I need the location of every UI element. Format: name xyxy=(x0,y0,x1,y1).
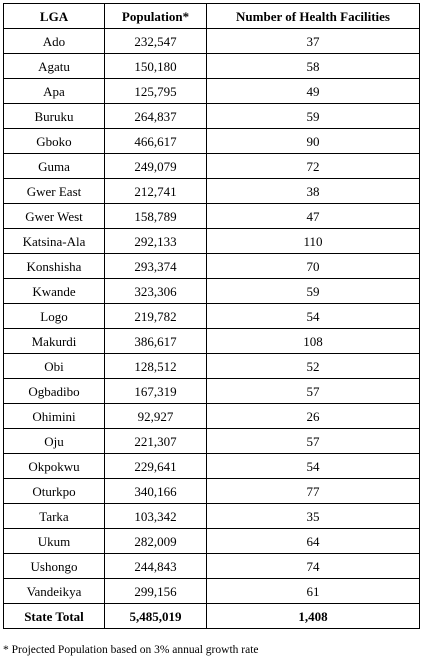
table-row xyxy=(4,379,420,404)
cell-health-facilities: 58 xyxy=(207,54,420,79)
cell-population: 92,927 xyxy=(105,404,207,429)
table-row xyxy=(4,354,420,379)
cell-population: 158,789 xyxy=(105,204,207,229)
table-row xyxy=(4,179,420,204)
cell-population: 264,837 xyxy=(105,104,207,129)
cell-population: 229,641 xyxy=(105,454,207,479)
table-row xyxy=(4,79,420,104)
cell-population: 212,741 xyxy=(105,179,207,204)
table-row xyxy=(4,29,420,54)
cell-population: 103,342 xyxy=(105,504,207,529)
header-population: Population* xyxy=(105,4,207,29)
cell-lga: Gboko xyxy=(4,129,105,154)
cell-population: 221,307 xyxy=(105,429,207,454)
cell-health-facilities: 61 xyxy=(207,579,420,604)
cell-population: 249,079 xyxy=(105,154,207,179)
cell-lga: Okpokwu xyxy=(4,454,105,479)
cell-lga: Konshisha xyxy=(4,254,105,279)
cell-health-facilities: 77 xyxy=(207,479,420,504)
table-row xyxy=(4,104,420,129)
table-row xyxy=(4,479,420,504)
cell-lga: Obi xyxy=(4,354,105,379)
total-label: State Total xyxy=(4,604,105,629)
header-row xyxy=(4,4,420,29)
cell-population: 244,843 xyxy=(105,554,207,579)
table-row xyxy=(4,529,420,554)
cell-health-facilities: 90 xyxy=(207,129,420,154)
cell-health-facilities: 70 xyxy=(207,254,420,279)
cell-population: 167,319 xyxy=(105,379,207,404)
cell-lga: Ushongo xyxy=(4,554,105,579)
cell-health-facilities: 38 xyxy=(207,179,420,204)
table-row xyxy=(4,279,420,304)
table-row xyxy=(4,554,420,579)
cell-lga: Logo xyxy=(4,304,105,329)
cell-health-facilities: 72 xyxy=(207,154,420,179)
cell-lga: Makurdi xyxy=(4,329,105,354)
cell-health-facilities: 26 xyxy=(207,404,420,429)
table-row xyxy=(4,304,420,329)
table-row xyxy=(4,154,420,179)
cell-lga: Ohimini xyxy=(4,404,105,429)
total-health-facilities: 1,408 xyxy=(207,604,420,629)
cell-health-facilities: 37 xyxy=(207,29,420,54)
cell-population: 292,133 xyxy=(105,229,207,254)
health-facilities-table-container xyxy=(3,3,420,629)
cell-population: 232,547 xyxy=(105,29,207,54)
cell-population: 219,782 xyxy=(105,304,207,329)
table-row xyxy=(4,329,420,354)
cell-population: 323,306 xyxy=(105,279,207,304)
cell-lga: Ado xyxy=(4,29,105,54)
table-row xyxy=(4,579,420,604)
cell-population: 150,180 xyxy=(105,54,207,79)
table-row xyxy=(4,254,420,279)
table-row xyxy=(4,129,420,154)
cell-health-facilities: 57 xyxy=(207,429,420,454)
cell-population: 386,617 xyxy=(105,329,207,354)
cell-population: 293,374 xyxy=(105,254,207,279)
footnote: * Projected Population based on 3% annual growth rate xyxy=(3,644,259,656)
cell-population: 125,795 xyxy=(105,79,207,104)
cell-health-facilities: 59 xyxy=(207,104,420,129)
cell-population: 128,512 xyxy=(105,354,207,379)
cell-lga: Agatu xyxy=(4,54,105,79)
table-row xyxy=(4,229,420,254)
header-health-facilities: Number of Health Facilities xyxy=(207,4,420,29)
cell-lga: Ogbadibo xyxy=(4,379,105,404)
cell-lga: Ukum xyxy=(4,529,105,554)
cell-health-facilities: 49 xyxy=(207,79,420,104)
table-row xyxy=(4,204,420,229)
cell-health-facilities: 52 xyxy=(207,354,420,379)
cell-health-facilities: 35 xyxy=(207,504,420,529)
cell-health-facilities: 54 xyxy=(207,304,420,329)
total-row xyxy=(4,604,420,629)
cell-lga: Apa xyxy=(4,79,105,104)
cell-health-facilities: 74 xyxy=(207,554,420,579)
cell-health-facilities: 110 xyxy=(207,229,420,254)
cell-lga: Oturkpo xyxy=(4,479,105,504)
cell-health-facilities: 47 xyxy=(207,204,420,229)
cell-health-facilities: 59 xyxy=(207,279,420,304)
header-lga: LGA xyxy=(4,4,105,29)
cell-lga: Tarka xyxy=(4,504,105,529)
table-row xyxy=(4,54,420,79)
cell-population: 299,156 xyxy=(105,579,207,604)
table-footer xyxy=(4,604,420,629)
health-facilities-table xyxy=(3,3,420,629)
table-row xyxy=(4,429,420,454)
table-body xyxy=(4,29,420,604)
table-header xyxy=(4,4,420,29)
table-row xyxy=(4,504,420,529)
cell-health-facilities: 108 xyxy=(207,329,420,354)
cell-population: 340,166 xyxy=(105,479,207,504)
cell-health-facilities: 64 xyxy=(207,529,420,554)
cell-lga: Vandeikya xyxy=(4,579,105,604)
cell-health-facilities: 54 xyxy=(207,454,420,479)
cell-lga: Guma xyxy=(4,154,105,179)
cell-lga: Gwer East xyxy=(4,179,105,204)
table-row xyxy=(4,454,420,479)
cell-population: 466,617 xyxy=(105,129,207,154)
cell-lga: Oju xyxy=(4,429,105,454)
cell-lga: Kwande xyxy=(4,279,105,304)
cell-lga: Buruku xyxy=(4,104,105,129)
table-row xyxy=(4,404,420,429)
cell-population: 282,009 xyxy=(105,529,207,554)
cell-lga: Gwer West xyxy=(4,204,105,229)
total-population: 5,485,019 xyxy=(105,604,207,629)
cell-health-facilities: 57 xyxy=(207,379,420,404)
cell-lga: Katsina-Ala xyxy=(4,229,105,254)
